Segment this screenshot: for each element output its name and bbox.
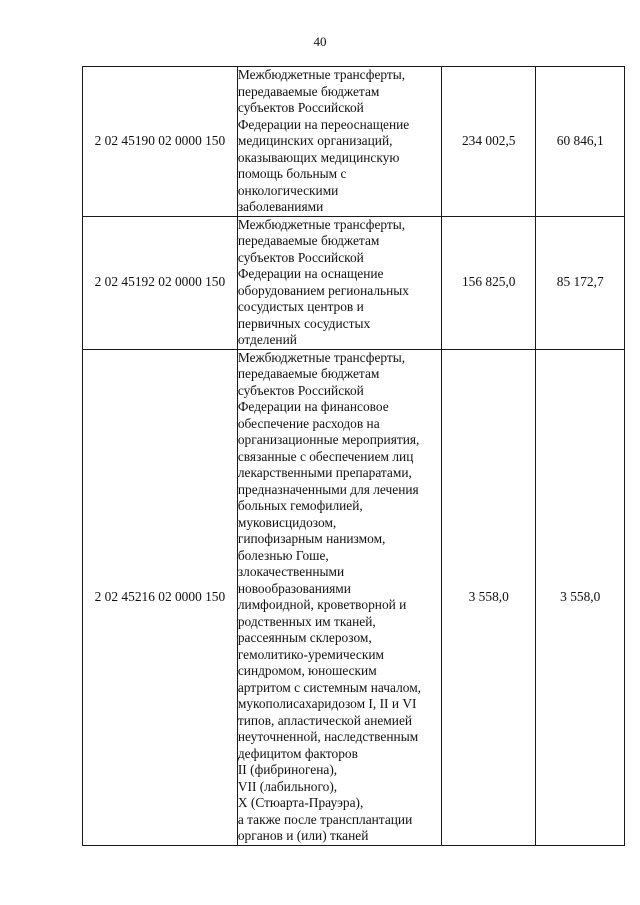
description-line: лимфоидной, кроветворной и — [237, 597, 407, 612]
description-line: предназначенными для лечения — [237, 481, 419, 497]
description-line: сосудистых центров и — [237, 299, 364, 314]
description-line: передаваемые бюджетам — [237, 366, 380, 381]
description-line: гипофизарным нанизмом, — [237, 531, 386, 546]
description-line: новообразованиями — [237, 580, 351, 596]
amount-cell-1: 3 558,0 — [441, 349, 536, 845]
description-line: а также после трансплантации — [237, 811, 413, 827]
description-line: субъектов Российской — [237, 100, 364, 115]
amount-cell-1: 234 002,5 — [441, 67, 536, 217]
description-line: мукополисахаридозом I, II и VI — [237, 696, 417, 711]
description-line: рассеянным склерозом, — [237, 630, 372, 645]
description-line: X (Стюарта-Прауэра), — [237, 795, 364, 810]
table-row — [83, 67, 625, 217]
description-line: связанные с обеспечением лиц — [237, 448, 414, 464]
description-line: Межбюджетные трансферты, — [237, 216, 406, 232]
description-line: оказывающих медицинскую — [237, 149, 400, 165]
amount-cell-2: 85 172,7 — [536, 216, 625, 349]
description-line: обеспечение расходов на — [237, 415, 380, 431]
description-line: организационные мероприятия, — [237, 432, 420, 447]
description-line: злокачественными — [237, 564, 345, 579]
description-line: гемолитико-уремическим — [237, 646, 385, 662]
description-line: Межбюджетные трансферты, — [237, 349, 406, 365]
table-row — [83, 349, 625, 845]
description-line: Федерации на переоснащение — [237, 116, 410, 132]
amount-cell-1: 156 825,0 — [441, 216, 536, 349]
description-line: синдромом, юношеским — [237, 663, 377, 678]
description-line: оборудованием региональных — [237, 282, 409, 298]
table-body — [83, 67, 625, 846]
description-line: субъектов Российской — [237, 382, 364, 398]
description-line: дефицитом факторов — [237, 745, 358, 761]
description-line: передаваемые бюджетам — [237, 233, 380, 248]
description-line: онкологическими — [237, 182, 339, 198]
description-line: муковисцидозом, — [237, 514, 337, 530]
table-row — [83, 216, 625, 349]
description-line: помощь больным с — [237, 166, 347, 181]
budget-code-cell: 2 02 45192 02 0000 150 — [83, 216, 238, 349]
description-line: лекарственными препаратами, — [237, 465, 412, 480]
amount-cell-2: 60 846,1 — [536, 67, 625, 217]
budget-code-cell: 2 02 45190 02 0000 150 — [83, 67, 238, 217]
description-line: болезнью Гоше, — [237, 547, 329, 563]
description-line: Межбюджетные трансферты, — [237, 67, 406, 82]
description-line: VII (лабильного), — [237, 778, 338, 794]
description-line: больных гемофилией, — [237, 498, 363, 513]
description-line: родственных им тканей, — [237, 613, 376, 629]
budget-code-cell: 2 02 45216 02 0000 150 — [83, 349, 238, 845]
description-line: органов и (или) тканей — [237, 828, 369, 843]
description-line: II (фибриногена), — [237, 762, 338, 777]
description-line: передаваемые бюджетам — [237, 83, 380, 99]
description-line: медицинских организаций, — [237, 133, 393, 148]
budget-table — [82, 66, 625, 846]
description-line: неуточненной, наследственным — [237, 729, 419, 744]
description-line: типов, апластической анемией — [237, 712, 413, 728]
description-line: заболеваниями — [237, 199, 324, 214]
amount-cell-2: 3 558,0 — [536, 349, 625, 845]
description-line: Федерации на оснащение — [237, 266, 384, 281]
description-line: субъектов Российской — [237, 249, 364, 265]
page-number: 40 — [313, 34, 327, 49]
description-cell — [237, 67, 441, 217]
description-line: отделений — [237, 332, 297, 347]
description-line: первичных сосудистых — [237, 315, 371, 331]
description-line: Федерации на финансовое — [237, 399, 389, 414]
description-cell — [237, 349, 441, 845]
description-cell — [237, 216, 441, 349]
description-line: артритом с системным началом, — [237, 679, 422, 695]
